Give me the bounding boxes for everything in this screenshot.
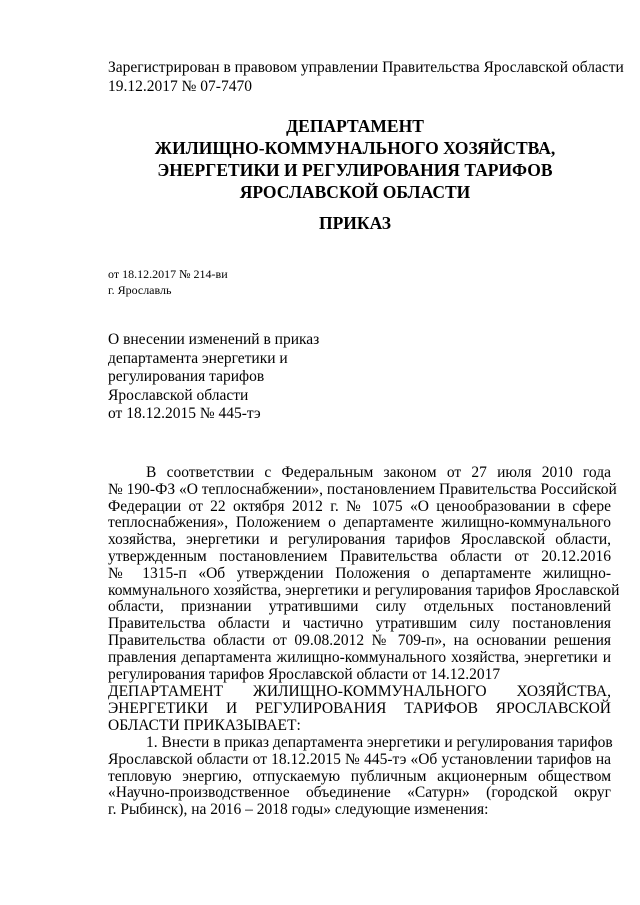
department-heading xyxy=(60,115,640,203)
preamble-line: теплоснабжения», Положением о департаменте жилищно-коммунального xyxy=(108,514,611,532)
preamble-line: Правительства области и частично утратившим силу постановления xyxy=(108,615,611,633)
preamble-line: правления департамента жилищно-коммунального хозяйства, энергетики и xyxy=(108,648,611,666)
registration-note xyxy=(108,58,624,96)
clause-line: «Научно-производственное объединение «Сатурн» (городской округ xyxy=(108,784,611,802)
preamble-line: хозяйства, энергетики и регулирования тарифов Ярославской области, xyxy=(108,531,611,549)
subject-line: Ярославской области xyxy=(108,386,249,404)
preamble-paragraph xyxy=(108,464,620,683)
clause-line: 1. Внести в приказ департамента энергетики и регулирования тарифов xyxy=(146,734,613,751)
preamble-line: В соответствии с Федеральным законом от 27 июля 2010 года xyxy=(146,464,611,481)
subject-line: О внесении изменений в приказ xyxy=(108,331,320,348)
decree-statement xyxy=(108,684,611,734)
registration-line: Зарегистрирован в правовом управлении Правительства Ярославской области xyxy=(108,59,624,76)
decree-line: ДЕПАРТАМЕНТ ЖИЛИЩНО-КОММУНАЛЬНОГО ХОЗЯЙСТВА, xyxy=(108,683,611,700)
preamble-line: Правительства области от 09.08.2012 № 709-п», на основании решения xyxy=(108,631,611,649)
heading-line: ЭНЕРГЕТИКИ И РЕГУЛИРОВАНИЯ ТАРИФОВ xyxy=(157,160,553,180)
order-subject xyxy=(108,331,368,424)
order-title: ПРИКАЗ xyxy=(318,213,392,233)
preamble-line: № 190-ФЗ «О теплоснабжении», постановлением Правительства Российской xyxy=(108,480,617,498)
preamble-line: области, признании утратившими силу отдельных постановлений xyxy=(108,598,611,616)
order-date-number: от 18.12.2017 № 214-ви xyxy=(108,267,228,281)
registration-number: 19.12.2017 № 07-7470 xyxy=(108,78,252,95)
decree-line: ОБЛАСТИ ПРИКАЗЫВАЕТ: xyxy=(108,716,301,734)
subject-line: регулирования тарифов xyxy=(108,368,265,385)
heading-line: ДЕПАРТАМЕНТ xyxy=(286,116,424,136)
clause-line: Ярославской области от 18.12.2015 № 445-тэ «Об установлении тарифов на xyxy=(108,750,611,768)
decree-line: ЭНЕРГЕТИКИ И РЕГУЛИРОВАНИЯ ТАРИФОВ ЯРОСЛАВСКОЙ xyxy=(108,699,611,717)
clause-1 xyxy=(108,735,611,819)
heading-line: ЯРОСЛАВСКОЙ ОБЛАСТИ xyxy=(239,182,471,202)
subject-line: департамента энергетики и xyxy=(108,349,288,367)
clause-line: г. Рыбинск), на 2016 – 2018 годы» следующие изменения: xyxy=(108,801,489,819)
order-meta xyxy=(108,266,228,298)
preamble-line: утвержденным постановлением Правительства области от 20.12.2016 xyxy=(108,547,611,565)
preamble-line: регулирования тарифов Ярославской области от 14.12.2017 xyxy=(108,665,501,683)
order-city: г. Ярославль xyxy=(108,283,172,297)
preamble-line: № 1315-п «Об утверждении Положения о департаменте жилищно- xyxy=(108,564,611,582)
preamble-line: Федерации от 22 октября 2012 г. № 1075 «О ценообразовании в сфере xyxy=(108,497,611,515)
clause-line: тепловую энергию, отпускаемую публичным акционерным обществом xyxy=(108,767,611,785)
heading-line: ЖИЛИЩНО-КОММУНАЛЬНОГО ХОЗЯЙСТВА, xyxy=(154,138,556,158)
subject-line: от 18.12.2015 № 445-тэ xyxy=(108,405,261,422)
preamble-line: коммунального хозяйства, энергетики и регулирования тарифов Ярославской xyxy=(108,581,620,599)
